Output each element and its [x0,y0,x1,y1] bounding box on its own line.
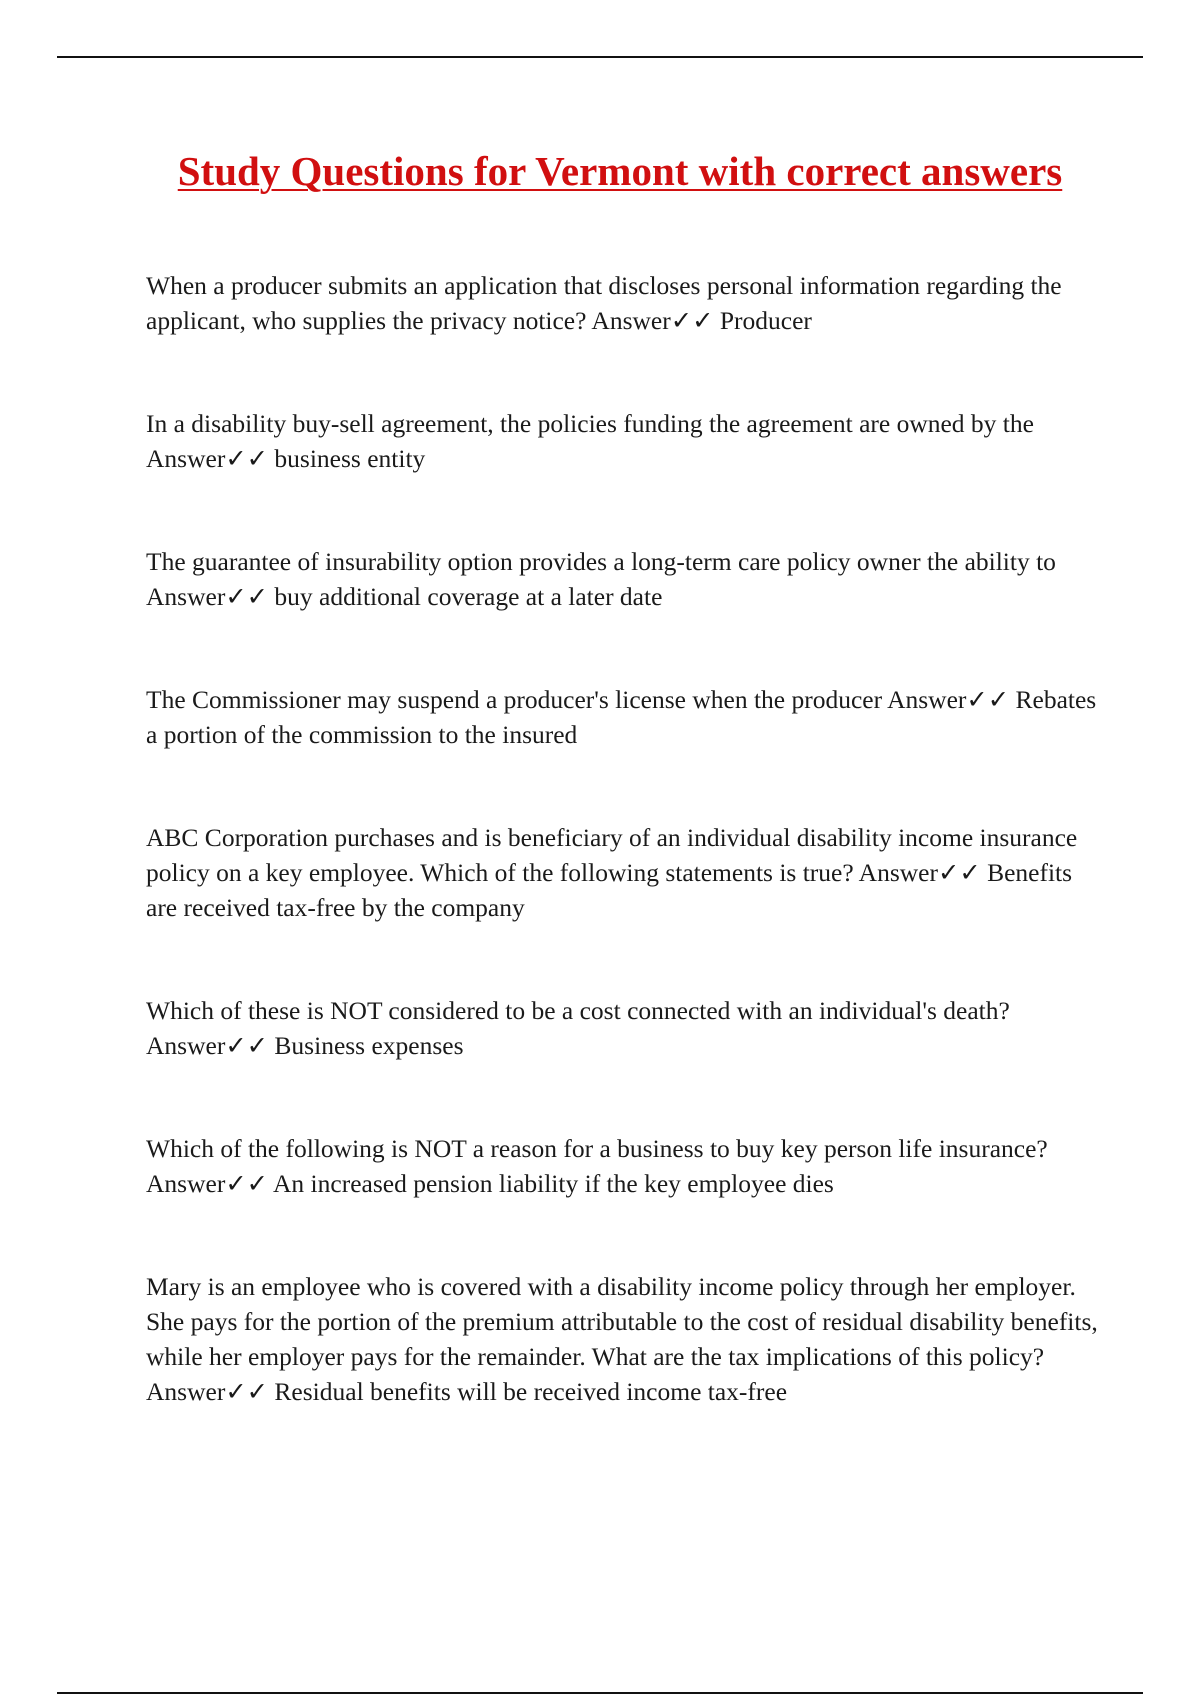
answer-marker: Answer✓✓ [146,444,269,473]
answer-marker: Answer✓✓ [146,582,269,611]
question-text: When a producer submits an application that discloses personal information regarding the applicant, who supplies the privacy notice? [146,271,1062,335]
question-text: Which of the following is NOT a reason for a business to buy key person life insurance? [146,1134,1048,1163]
answer-marker: Answer✓✓ [146,1169,269,1198]
question-item [146,820,1101,925]
answer-marker: Answer✓✓ [591,306,714,335]
document-title: Study Questions for Vermont with correct answers [177,148,1063,194]
answer-text: An increased pension liability if the key employee dies [273,1169,834,1198]
question-text: In a disability buy-sell agreement, the policies funding the agreement are owned by the [146,409,1034,438]
question-item [146,268,1101,338]
answer-text: buy additional coverage at a later date [274,582,663,611]
answer-marker: Answer✓✓ [858,858,981,887]
answer-marker: Answer✓✓ [887,685,1010,714]
question-text: ABC Corporation purchases and is beneficiary of an individual disability income insurance policy on a key employee. Which of the following statements is true? [146,823,1078,887]
answer-marker: Answer✓✓ [146,1377,269,1406]
question-item [146,1269,1101,1409]
question-item [146,682,1101,752]
answer-text: Rebates a portion of the commission to the insured [146,685,1097,749]
question-text: The Commissioner may suspend a producer's license when the producer [146,685,883,714]
answer-text: Benefits are received tax-free by the company [146,858,1073,922]
answer-text: business entity [274,444,426,473]
question-item [146,993,1101,1063]
answer-text: Producer [719,306,812,335]
question-item [146,1131,1101,1201]
top-rule [57,56,1143,58]
question-text: Which of these is NOT considered to be a cost connected with an individual's death? [146,996,1010,1025]
answer-text: Business expenses [274,1031,464,1060]
question-text: The guarantee of insurability option provides a long-term care policy owner the ability to [146,547,1056,576]
question-item [146,544,1101,614]
answer-marker: Answer✓✓ [146,1031,269,1060]
question-item [146,406,1101,476]
answer-text: Residual benefits will be received income tax-free [274,1377,788,1406]
question-text: Mary is an employee who is covered with a disability income policy through her employer. She pays for the portion of the premium attributable to the cost of residual disability benefits, while her employer pays for the remainder. What are the tax implications of this policy? [146,1272,1098,1371]
bottom-rule [57,1692,1143,1694]
question-list [146,268,1101,1477]
